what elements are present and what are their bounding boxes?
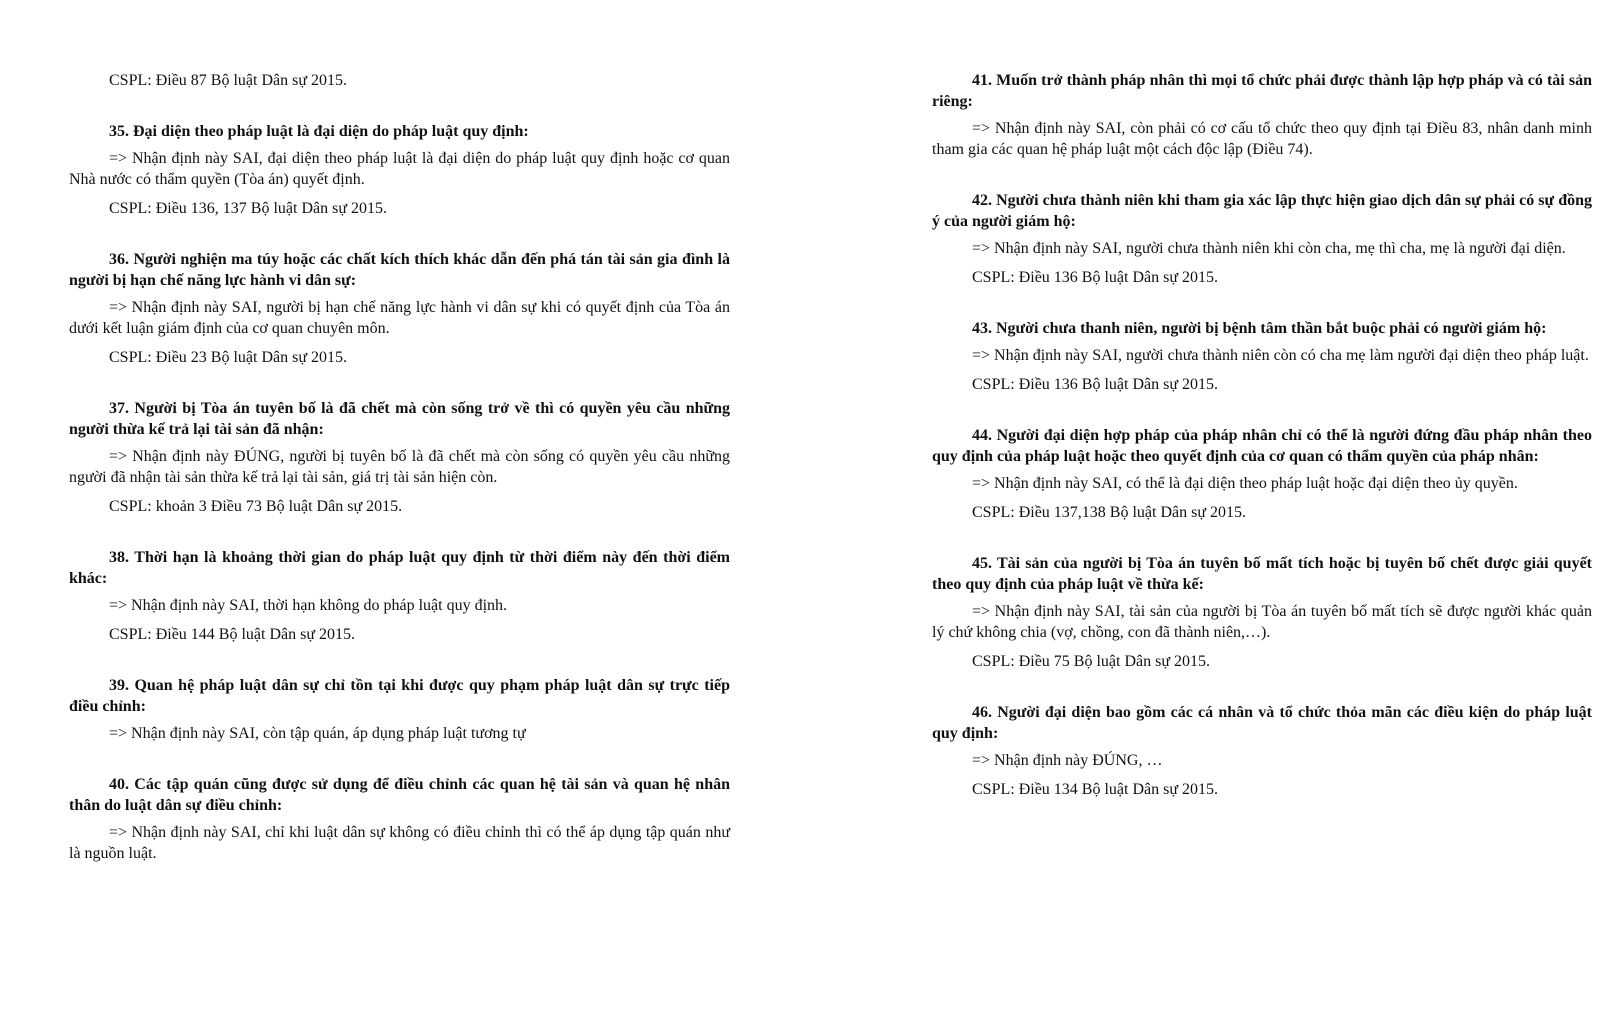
answer: => Nhận định này ĐÚNG, … — [972, 752, 1163, 769]
legal-basis: CSPL: Điều 75 Bộ luật Dân sự 2015. — [972, 653, 1211, 670]
question-statement: 45. Tài sản của người bị Tòa án tuyên bố mất tích hoặc bị tuyên bố chết được giải quyết theo quy định của pháp luật về thừa kế: — [932, 555, 1592, 593]
answer: => Nhận định này SAI, người bị hạn chế năng lực hành vi dân sự khi có quyết định của Tòa án dưới kết luận giám định của cơ quan chuyên môn. — [69, 299, 730, 337]
question-42 — [932, 190, 1592, 288]
answer: => Nhận định này SAI, người chưa thành niên còn có cha mẹ làm người đại diện theo pháp luật. — [972, 347, 1589, 364]
answer: => Nhận định này SAI, người chưa thành niên khi còn cha, mẹ thì cha, mẹ là người đại diện. — [972, 240, 1566, 257]
question-36 — [69, 249, 730, 368]
legal-basis: CSPL: Điều 136, 137 Bộ luật Dân sự 2015. — [109, 200, 388, 217]
question-statement: 35. Đại diện theo pháp luật là đại diện do pháp luật quy định: — [109, 123, 529, 140]
question-45 — [932, 553, 1592, 672]
answer: => Nhận định này SAI, thời hạn không do pháp luật quy định. — [109, 597, 508, 614]
legal-basis: CSPL: Điều 23 Bộ luật Dân sự 2015. — [109, 349, 348, 366]
question-46 — [932, 702, 1592, 800]
legal-basis: CSPL: Điều 134 Bộ luật Dân sự 2015. — [972, 781, 1219, 798]
right-page — [932, 70, 1592, 800]
question-statement: 37. Người bị Tòa án tuyên bố là đã chết mà còn sống trở về thì có quyền yêu cầu những người thừa kế trả lại tài sản đã nhận: — [69, 400, 730, 438]
answer: => Nhận định này SAI, có thể là đại diện theo pháp luật hoặc đại diện theo ủy quyền. — [972, 475, 1518, 492]
legal-basis: CSPL: Điều 136 Bộ luật Dân sự 2015. — [972, 376, 1219, 393]
legal-basis: CSPL: Điều 137,138 Bộ luật Dân sự 2015. — [972, 504, 1247, 521]
question-statement: 41. Muốn trở thành pháp nhân thì mọi tổ chức phải được thành lập hợp pháp và có tài sản riêng: — [932, 72, 1592, 110]
question-statement: 40. Các tập quán cũng được sử dụng để điều chỉnh các quan hệ tài sản và quan hệ nhân thân do luật dân sự điều chỉnh: — [69, 776, 730, 814]
question-statement: 44. Người đại diện hợp pháp của pháp nhân chỉ có thể là người đứng đầu pháp nhân theo quy định của pháp luật hoặc theo quyết định của cơ quan có thẩm quyền của pháp nhân: — [932, 427, 1592, 465]
answer: => Nhận định này ĐÚNG, người bị tuyên bố là đã chết mà còn sống có quyền yêu cầu những người đã nhận tài sản thừa kế trả lại tài sản, giá trị tài sản hiện còn. — [69, 448, 730, 486]
answer: => Nhận định này SAI, còn phải có cơ cấu tổ chức theo quy định tại Điều 83, nhân danh minh tham gia các quan hệ pháp luật một cách độc lập (Điều 74). — [932, 120, 1592, 158]
question-38 — [69, 547, 730, 645]
left-page — [69, 70, 730, 864]
answer: => Nhận định này SAI, chỉ khi luật dân sự không có điều chỉnh thì có thể áp dụng tập quán như là nguồn luật. — [69, 824, 730, 862]
question-43 — [932, 318, 1592, 395]
question-39 — [69, 675, 730, 744]
question-37 — [69, 398, 730, 517]
answer: => Nhận định này SAI, còn tập quán, áp dụng pháp luật tương tự — [109, 725, 526, 742]
question-statement: 42. Người chưa thành niên khi tham gia xác lập thực hiện giao dịch dân sự phải có sự đồng ý của người giám hộ: — [932, 192, 1592, 230]
question-statement: 38. Thời hạn là khoảng thời gian do pháp luật quy định từ thời điểm này đến thời điểm khác: — [69, 549, 730, 587]
question-40 — [69, 774, 730, 864]
answer: => Nhận định này SAI, tài sản của người bị Tòa án tuyên bố mất tích sẽ được người khác quản lý chứ không chia (vợ, chồng, con đã thành niên,…). — [932, 603, 1592, 641]
answer: => Nhận định này SAI, đại diện theo pháp luật là đại diện do pháp luật quy định hoặc cơ quan Nhà nước có thẩm quyền (Tòa án) quyết định. — [69, 150, 730, 188]
legal-basis: CSPL: Điều 144 Bộ luật Dân sự 2015. — [109, 626, 356, 643]
question-35 — [69, 121, 730, 219]
question-statement: 46. Người đại diện bao gồm các cá nhân và tổ chức thỏa mãn các điều kiện do pháp luật quy định: — [932, 704, 1592, 742]
legal-basis: CSPL: Điều 136 Bộ luật Dân sự 2015. — [972, 269, 1219, 286]
question-statement: 43. Người chưa thanh niên, người bị bệnh tâm thần bắt buộc phải có người giám hộ: — [972, 320, 1547, 337]
legal-basis: CSPL: Điều 87 Bộ luật Dân sự 2015. — [109, 72, 348, 89]
legal-basis: CSPL: khoản 3 Điều 73 Bộ luật Dân sự 2015. — [109, 498, 403, 515]
question-statement: 39. Quan hệ pháp luật dân sự chỉ tồn tại khi được quy phạm pháp luật dân sự trực tiếp điều chỉnh: — [69, 677, 730, 715]
question-statement: 36. Người nghiện ma túy hoặc các chất kích thích khác dẫn đến phá tán tài sản gia đình là người bị hạn chế năng lực hành vi dân sự: — [69, 251, 730, 289]
question-41 — [932, 70, 1592, 160]
question-44 — [932, 425, 1592, 523]
